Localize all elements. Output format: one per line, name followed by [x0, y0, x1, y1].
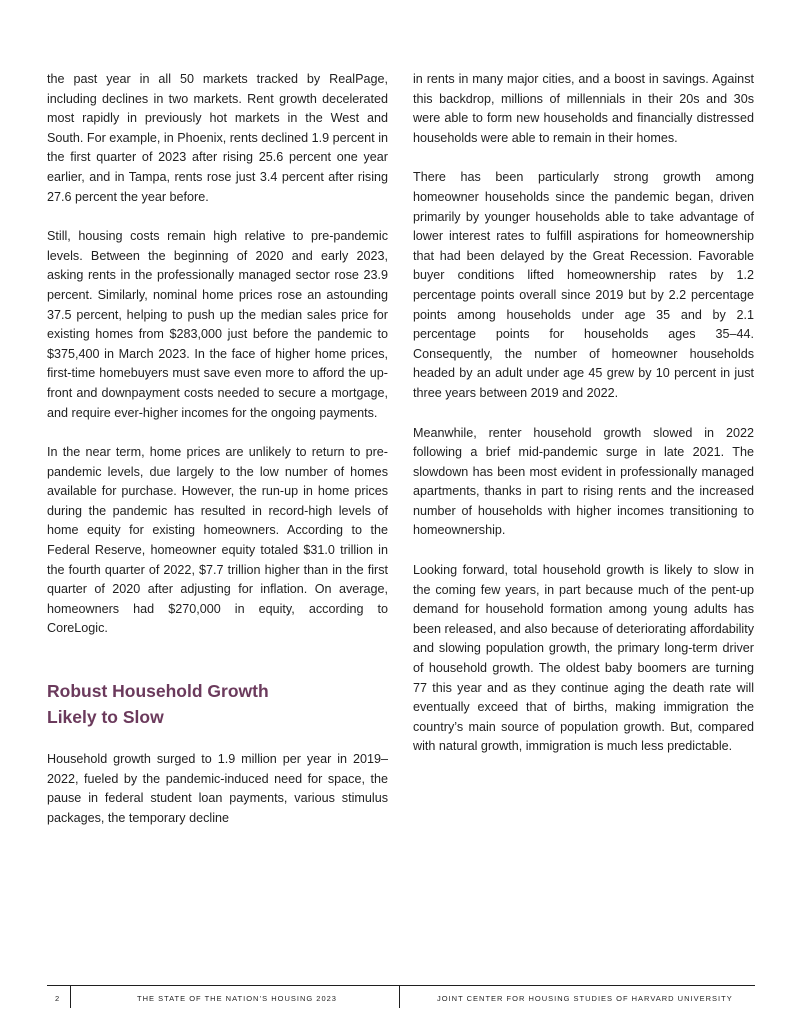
right-column — [413, 70, 754, 777]
publication-title: THE STATE OF THE NATION’S HOUSING 2023 — [137, 994, 337, 1003]
body-paragraph: In the near term, home prices are unlikely to return to pre-pandemic levels, due largely to the low number of homes available for purchase. However, the run-up in home prices during the pandemic has resulted in record-high levels of home equity for existing homeowners. According to the Federal Reserve, homeowner equity totaled $31.0 trillion in the fourth quarter of 2022, $7.7 trillion higher than in the first quarter of 2020 after adjusting for inflation. On average, homeowners had $270,000 in equity, according to CoreLogic. — [47, 445, 388, 636]
body-paragraph: Looking forward, total household growth is likely to slow in the coming few years, in part because much of the pent-up demand for household formation among young adults has been released, and also because of deteriorating affordability and slowing population growth, the primary long-term driver of household growth. The oldest baby boomers are turning 77 this year and as they continue aging the death rate will eventually exceed that of births, making immigration the country’s main source of population growth. But, compared with natural growth, immigration is much less predictable. — [413, 563, 754, 754]
left-column — [47, 70, 388, 848]
body-paragraph: Meanwhile, renter household growth slowed in 2022 following a brief mid-pandemic surge in late 2021. The slowdown has been most evident in professionally managed apartments, thanks in part to rising rents and the increased number of households with higher incomes transitioning to homeownership. — [413, 425, 754, 538]
page-number: 2 — [55, 994, 60, 1003]
page-footer — [47, 985, 755, 1008]
section-heading — [47, 679, 388, 730]
body-paragraph: There has been particularly strong growth among homeowner households since the pandemic began, driven primarily by younger households able to take advantage of lower interest rates to fulfill aspirations for homeownership that had been delayed by the Great Recession. Favorable buyer conditions lifted homeownership rates by 1.2 percentage points overall since 2019 but by 2.2 percentage points among households under age 35 and by 2.1 percentage points for households ages 35–44. Consequently, the number of homeowner households headed by an adult under age 45 grew by 10 percent in just three years between 2019 and 2022. — [413, 170, 754, 400]
footer-divider — [70, 986, 71, 1008]
footer-divider — [399, 986, 400, 1008]
body-paragraph: Still, housing costs remain high relative to pre-pandemic levels. Between the beginning of 2020 and early 2023, asking rents in the professionally managed sector rose 23.9 percent. Similarly, nominal home prices rose an astounding 37.5 percent, helping to push up the median sales price for existing homes from $283,000 just before the pandemic to $375,400 in March 2023. In the face of higher home prices, first-time homebuyers must save even more to afford the up-front and downpayment costs needed to secure a mortgage, and require ever-higher incomes for the ongoing payments. — [47, 229, 388, 420]
organization-name: JOINT CENTER FOR HOUSING STUDIES OF HARVARD UNIVERSITY — [437, 994, 733, 1003]
body-paragraph: in rents in many major cities, and a boost in savings. Against this backdrop, millions of millennials in their 20s and 30s were able to form new households and financially distressed households were able to remain in their homes. — [413, 72, 754, 145]
body-paragraph: Household growth surged to 1.9 million per year in 2019–2022, fueled by the pandemic-induced need for space, the pause in federal student loan payments, various stimulus packages, the temporary decline — [47, 752, 388, 825]
section-heading-line1: Robust Household Growth — [47, 681, 269, 702]
body-paragraph: the past year in all 50 markets tracked by RealPage, including declines in two markets. Rent growth decelerated most rapidly in previously hot markets in the West and South. For example, in Phoenix, rents declined 1.9 percent in the first quarter of 2023 after rising 25.6 percent one year earlier, and in Tampa, rents rose just 3.4 percent after rising 27.6 percent the year before. — [47, 72, 388, 204]
section-heading-line2: Likely to Slow — [47, 706, 164, 727]
